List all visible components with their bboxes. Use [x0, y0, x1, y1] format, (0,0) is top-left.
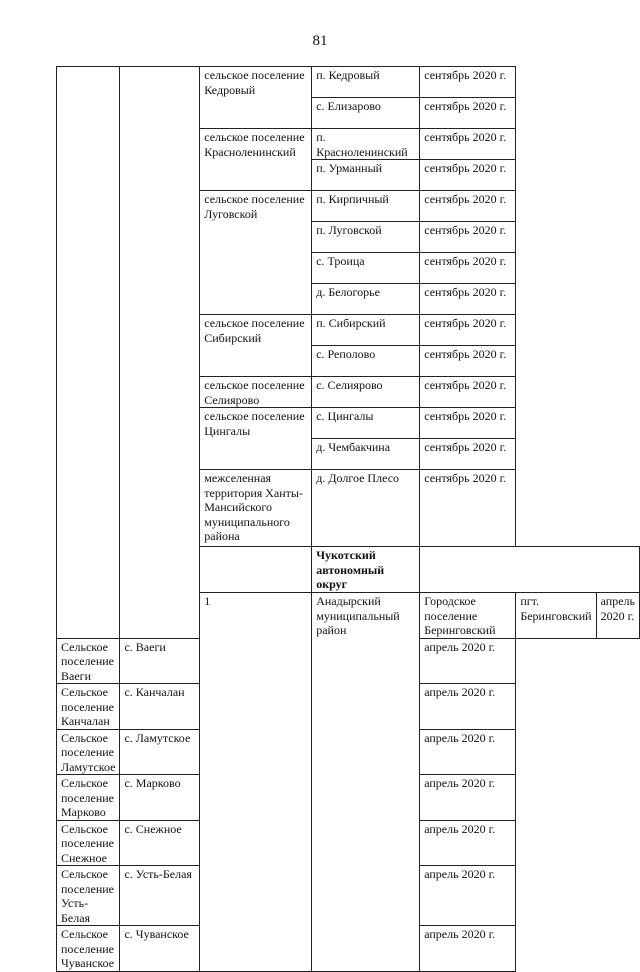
- place-cell: с. Усть-Белая: [120, 866, 200, 926]
- date-cell: сентябрь 2020 г.: [420, 222, 516, 253]
- region-number-cell: [200, 547, 312, 593]
- date-cell: сентябрь 2020 г.: [420, 346, 516, 377]
- date-cell: сентябрь 2020 г.: [420, 439, 516, 470]
- settlement-cell: сельское поселение Цингалы: [200, 408, 312, 470]
- date-cell: апрель 2020 г.: [596, 593, 639, 639]
- date-cell: апрель 2020 г.: [420, 820, 516, 866]
- date-cell: сентябрь 2020 г.: [420, 98, 516, 129]
- place-cell: с. Ламутское: [120, 729, 200, 775]
- settlement-cell: Городское поселение Беринговский: [420, 593, 516, 639]
- table-row: [57, 67, 640, 98]
- settlements-table: [56, 66, 640, 972]
- date-cell: сентябрь 2020 г.: [420, 470, 516, 547]
- settlement-cell: межселенная территория Ханты-Мансийского муниципального района: [200, 470, 312, 547]
- place-cell: с. Реполово: [312, 346, 420, 377]
- settlement-cell: сельское поселение Сибирский: [200, 315, 312, 377]
- date-cell: сентябрь 2020 г.: [420, 377, 516, 408]
- place-cell: с. Селиярово: [312, 377, 420, 408]
- place-cell: п. Красноленинский: [312, 129, 420, 160]
- page-number: 81: [312, 33, 328, 49]
- place-cell: п. Луговской: [312, 222, 420, 253]
- settlement-cell: сельское поселение Красноленинский: [200, 129, 312, 191]
- date-cell: сентябрь 2020 г.: [420, 253, 516, 284]
- place-cell: с. Канчалан: [120, 684, 200, 730]
- date-cell: сентябрь 2020 г.: [420, 67, 516, 98]
- region-name: Чукотский автономный округ: [312, 547, 420, 593]
- district-cell: Анадырский муниципальный район: [312, 593, 420, 972]
- date-cell: сентябрь 2020 г.: [420, 315, 516, 346]
- date-cell: апрель 2020 г.: [420, 926, 516, 972]
- settlement-cell: Сельское поселение Снежное: [57, 820, 120, 866]
- place-cell: п. Кирпичный: [312, 191, 420, 222]
- date-cell: апрель 2020 г.: [420, 866, 516, 926]
- date-cell: апрель 2020 г.: [420, 638, 516, 684]
- place-cell: п. Урманный: [312, 160, 420, 191]
- settlement-cell: Сельское поселение Усть-Белая: [57, 866, 120, 926]
- place-cell: с. Снежное: [120, 820, 200, 866]
- date-cell: сентябрь 2020 г.: [420, 408, 516, 439]
- date-cell: сентябрь 2020 г.: [420, 129, 516, 160]
- place-cell: д. Чембакчина: [312, 439, 420, 470]
- place-cell: с. Чуванское: [120, 926, 200, 972]
- place-cell: д. Долгое Плесо: [312, 470, 420, 547]
- settlement-cell: Сельское поселение Канчалан: [57, 684, 120, 730]
- region-empty-cell: [420, 547, 640, 593]
- settlement-cell: Сельское поселение Марково: [57, 775, 120, 821]
- settlement-cell: Сельское поселение Чуванское: [57, 926, 120, 972]
- date-cell: апрель 2020 г.: [420, 684, 516, 730]
- settlement-cell: Сельское поселение Ваеги: [57, 638, 120, 684]
- settlement-cell: сельское поселение Селиярово: [200, 377, 312, 408]
- date-cell: апрель 2020 г.: [420, 775, 516, 821]
- place-cell: д. Белогорье: [312, 284, 420, 315]
- number-cell: [57, 67, 120, 639]
- settlement-cell: Сельское поселение Ламутское: [57, 729, 120, 775]
- place-cell: с. Цингалы: [312, 408, 420, 439]
- place-cell: с. Елизарово: [312, 98, 420, 129]
- place-cell: с. Троица: [312, 253, 420, 284]
- place-cell: пгт. Беринговский: [516, 593, 596, 639]
- district-cell: [120, 67, 200, 639]
- place-cell: с. Ваеги: [120, 638, 200, 684]
- date-cell: сентябрь 2020 г.: [420, 160, 516, 191]
- settlement-cell: сельское поселение Луговской: [200, 191, 312, 315]
- number-cell: 1: [200, 593, 312, 972]
- settlement-cell: сельское поселение Кедровый: [200, 67, 312, 129]
- place-cell: п. Кедровый: [312, 67, 420, 98]
- place-cell: с. Марково: [120, 775, 200, 821]
- place-cell: п. Сибирский: [312, 315, 420, 346]
- date-cell: апрель 2020 г.: [420, 729, 516, 775]
- date-cell: сентябрь 2020 г.: [420, 284, 516, 315]
- date-cell: сентябрь 2020 г.: [420, 191, 516, 222]
